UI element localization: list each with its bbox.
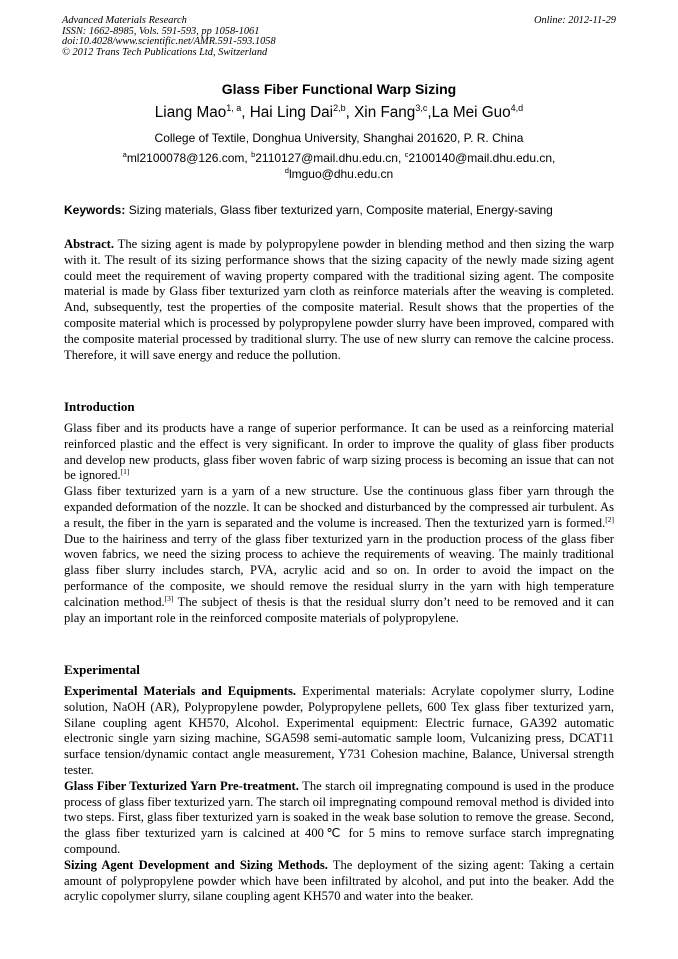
paragraph-text: The subject of thesis is that the residual slurry don’t need to be removed and it can play an important role in the reinforced composite materials of polypropylene. xyxy=(64,594,614,625)
email-sup: d xyxy=(284,166,289,175)
author-name: Xin Fang xyxy=(354,104,416,121)
introduction-body xyxy=(64,421,614,626)
email-sup: b xyxy=(251,150,256,159)
email-address: lmguo@dhu.edu.cn xyxy=(288,167,394,181)
paragraph-text: The starch oil impregnating compound is used in the produce process of glass fiber texturized yarn. The starch oil impregnating compound removal method is divided into two steps. First, glass fiber texturized yarn is soaked in the weak base solution to remove the grease. Second, the glass fiber texturized yarn is calcined at 400℃ for 5 mins to remove surface starch impregnating compound. xyxy=(64,778,615,856)
paragraph xyxy=(64,684,614,779)
email-sup: a xyxy=(122,150,127,159)
journal-header xyxy=(62,16,616,58)
doi-line: doi:10.4028/www.scientific.net/AMR.591-593.1058 xyxy=(62,36,276,48)
email-address: ml2100078@126.com, xyxy=(126,151,252,165)
keywords-label: Keywords: xyxy=(64,203,126,217)
email-line-1 xyxy=(0,150,678,166)
email-address: 2100140@mail.dhu.edu.cn, xyxy=(408,151,556,165)
paragraph xyxy=(64,858,614,905)
introduction-heading: Introduction xyxy=(64,399,135,414)
abstract-text: The sizing agent is made by polypropylene powder in blending method and then sizing the warp with it. The result of its sizing performance shows that the sizing capacity of the newly made sizing agent could meet the requirement of waving property compared with the traditional sizing agent. The composite material is made by Glass fiber texturized yarn cloth as reinforce materials after the weaving is completed. And, subsequently, test the properties of the composite material. Result shows that the properties of the composite material which is processed by polypropylene powder slurry have been improved, compared with the composite material processed by traditional slurry. The use of new slurry can remove the calcine process. Therefore, it will save energy and reduce the pollution. xyxy=(64,237,614,362)
abstract-label: Abstract. xyxy=(64,237,115,251)
subsection-label: Glass Fiber Texturized Yarn Pre-treatment. xyxy=(64,778,299,793)
keywords-text: Sizing materials, Glass fiber texturized yarn, Composite material, Energy-saving xyxy=(125,203,553,217)
online-date: Online: 2012-11-29 xyxy=(533,15,616,26)
author-sep: , xyxy=(345,104,355,121)
abstract xyxy=(64,237,614,363)
paragraph-text: Glass fiber texturized yarn is a yarn of a new structure. Use the continuous glass fiber yarn through the expanded deformation of the nozzle. It can be shocked and disturbanced by the compressed air turbulent. As a result, the fiber in the yarn is separated and the volume is increased. Then the texturized yarn is formed. xyxy=(64,484,614,530)
author-name: La Mei Guo xyxy=(431,104,511,121)
email-sup: c xyxy=(404,150,409,159)
paragraph xyxy=(64,421,614,484)
author-affil-sup: 2,b xyxy=(333,103,346,113)
citation[interactable]: [2] xyxy=(605,514,614,524)
subsection-label: Experimental Materials and Equipments. xyxy=(64,684,297,698)
subsection-label: Sizing Agent Development and Sizing Methods. xyxy=(64,857,328,872)
author-list xyxy=(0,104,678,122)
email-address: 2110127@mail.dhu.edu.cn, xyxy=(255,151,405,165)
paragraph-text: The deployment of the sizing agent: Taking a certain amount of polypropylene powder which have been infiltrated by alcohol, and put into the beaker. Add the acrylic copolymer slurry, silane coupling agent KH570 and water into the beaker. xyxy=(64,857,614,904)
author-affil-sup: 1, a xyxy=(226,103,242,113)
author-emails xyxy=(0,150,678,182)
paragraph xyxy=(64,484,614,626)
author-name: Hai Ling Dai xyxy=(249,104,334,121)
email-line-2 xyxy=(0,166,678,182)
issn-line: ISSN: 1662-8985, Vols. 591-593, pp 1058-1061 xyxy=(62,25,260,37)
author-sep: , xyxy=(427,104,432,121)
copyright-line: © 2012 Trans Tech Publications Ltd, Switzerland xyxy=(62,46,268,58)
author-affil-sup: 3,c xyxy=(415,103,428,113)
affiliation: College of Textile, Donghua University, Shanghai 201620, P. R. China xyxy=(154,131,524,145)
paragraph-text: Experimental materials: Acrylate copolymer slurry, Lodine solution, NaOH (AR), Polypropylene powder, Polypropylene pellets, 600 Tex glass fiber texturized yarn, Silane coupling agent KH570, Alcohol. Experimental equipment: Electric furnace, GA392 automatic electronic single yarn sizing machine, SGA598 semi-automatic sample loom, Vulcanizing press, DCAT11 surface tension/dynamic contact angle measurement, Y731 Cohesion machine, Balance, Universal strength tester. xyxy=(64,684,614,777)
author-sep: , xyxy=(241,104,250,121)
author-affil-sup: 4,d xyxy=(510,103,524,113)
experimental-body xyxy=(64,684,614,905)
citation[interactable]: [1] xyxy=(120,467,130,477)
paragraph xyxy=(64,779,614,858)
keywords xyxy=(64,203,624,217)
paragraph-text: Due to the hairiness and terry of the glass fiber texturized yarn in the production process of the glass fiber woven fabrics, we need the sizing process to achieve the requirements of weaving. The mainly traditional glass fiber slurry includes starch, PVA, acrylic acid and so on. In order to avoid the impact on the performance of the composite, we should remove the residual slurry in the yarn with high temperature calcination method. xyxy=(64,531,614,609)
paragraph-text: Glass fiber and its products have a range of superior performance. It can be used as a reinforcing material reinforced plastic and the effect is very significant. In order to improve the quality of glass fiber products and develop new products, glass fiber woven fabric of warp sizing process is becoming an issue that can not be ignored. xyxy=(64,421,614,483)
experimental-heading: Experimental xyxy=(64,662,140,677)
journal-name: Advanced Materials Research xyxy=(62,15,187,26)
author-name: Liang Mao xyxy=(154,104,227,121)
citation[interactable]: [3] xyxy=(164,593,174,603)
paper-title: Glass Fiber Functional Warp Sizing xyxy=(221,81,457,97)
